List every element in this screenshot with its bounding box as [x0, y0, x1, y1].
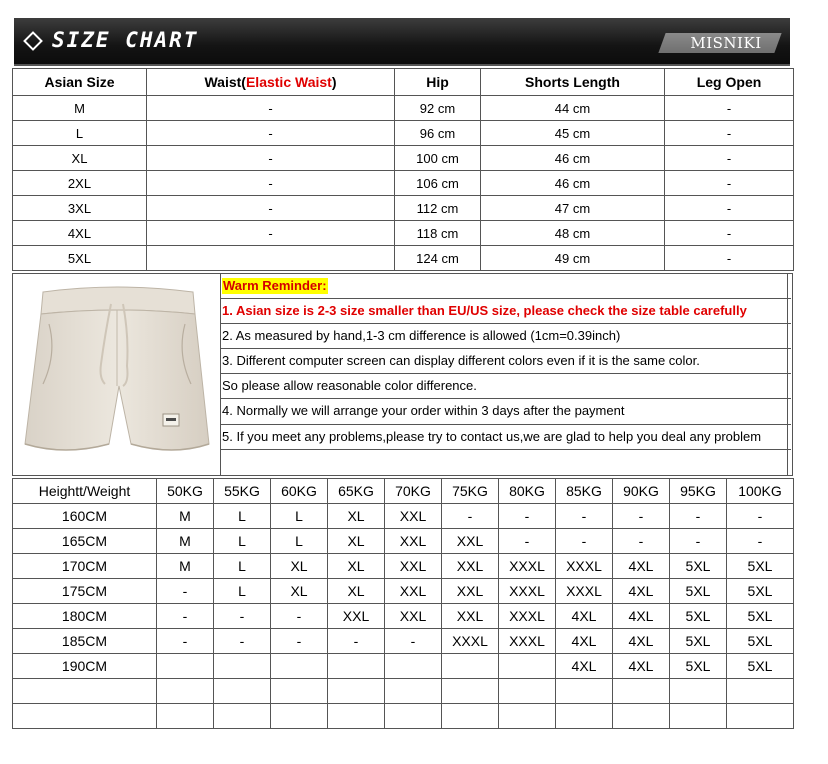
- hw-row: [13, 704, 794, 729]
- hw-cell: -: [442, 504, 499, 529]
- weight-header: 80KG: [499, 479, 556, 504]
- hw-cell: L: [271, 529, 328, 554]
- col-shorts-length: Shorts Length: [481, 69, 665, 96]
- hw-cell: [157, 654, 214, 679]
- hw-cell: -: [613, 529, 670, 554]
- hw-cell: -: [613, 504, 670, 529]
- hw-cell: -: [499, 529, 556, 554]
- hw-cell: [613, 704, 670, 729]
- reminder-title: Warm Reminder:: [223, 278, 327, 293]
- hw-cell: -: [157, 579, 214, 604]
- hw-cell: 4XL: [556, 654, 613, 679]
- reminder-line-5: 5. If you meet any problems,please try to contact us,we are glad to help you deal any problem: [221, 425, 791, 450]
- hw-cell: [271, 654, 328, 679]
- hw-cell: [727, 704, 794, 729]
- hw-cell: -: [556, 504, 613, 529]
- hw-row: [13, 604, 794, 629]
- hw-cell: [214, 654, 271, 679]
- size-cell-length: 48 cm: [481, 221, 665, 246]
- hw-cell: 4XL: [613, 579, 670, 604]
- size-cell-hip: 112 cm: [395, 196, 481, 221]
- size-cell-hip: 96 cm: [395, 121, 481, 146]
- hw-cell: XXL: [442, 554, 499, 579]
- hw-row: [13, 554, 794, 579]
- weight-header: 90KG: [613, 479, 670, 504]
- col-leg-open: Leg Open: [665, 69, 794, 96]
- hw-cell: -: [556, 529, 613, 554]
- size-cell-size: 5XL: [13, 246, 147, 271]
- height-weight-table: [12, 478, 794, 729]
- size-table-header: [13, 69, 794, 96]
- hw-cell: -: [157, 604, 214, 629]
- hw-cell: [670, 704, 727, 729]
- hw-cell: XXXL: [499, 554, 556, 579]
- size-cell-length: 45 cm: [481, 121, 665, 146]
- hw-row: [13, 679, 794, 704]
- hw-cell: [385, 704, 442, 729]
- size-cell-waist: [147, 246, 395, 271]
- hw-cell: -: [271, 604, 328, 629]
- reminder-line-2: 2. As measured by hand,1-3 cm difference is allowed (1cm=0.39inch): [221, 324, 791, 349]
- size-cell-hip: 100 cm: [395, 146, 481, 171]
- hw-cell: 5XL: [727, 604, 794, 629]
- hw-cell: 4XL: [613, 604, 670, 629]
- size-row: [13, 246, 794, 271]
- reminder-lines: [221, 274, 791, 475]
- size-cell-leg: -: [665, 246, 794, 271]
- weight-header: 75KG: [442, 479, 499, 504]
- reminder-line-4: 4. Normally we will arrange your order within 3 days after the payment: [221, 399, 791, 424]
- hw-cell: [328, 704, 385, 729]
- hw-cell: L: [214, 504, 271, 529]
- hw-cell: -: [385, 629, 442, 654]
- hw-cell: 5XL: [670, 604, 727, 629]
- height-label: 165CM: [13, 529, 157, 554]
- height-label: [13, 679, 157, 704]
- height-label: 190CM: [13, 654, 157, 679]
- hw-cell: XXL: [442, 579, 499, 604]
- size-cell-size: 4XL: [13, 221, 147, 246]
- hw-corner: Heightt/Weight: [13, 479, 157, 504]
- size-cell-waist: -: [147, 196, 395, 221]
- hw-cell: 5XL: [727, 579, 794, 604]
- size-cell-leg: -: [665, 221, 794, 246]
- size-row: [13, 221, 794, 246]
- shorts-image: [13, 274, 221, 475]
- weight-header: 65KG: [328, 479, 385, 504]
- hw-cell: [271, 679, 328, 704]
- hw-row: [13, 654, 794, 679]
- size-cell-size: 2XL: [13, 171, 147, 196]
- hw-cell: -: [670, 529, 727, 554]
- hw-cell: XXL: [328, 604, 385, 629]
- size-cell-waist: -: [147, 221, 395, 246]
- height-label: [13, 704, 157, 729]
- reminder-title-row: [221, 274, 791, 299]
- hw-cell: XXL: [385, 579, 442, 604]
- hw-cell: XXL: [442, 604, 499, 629]
- size-cell-waist: -: [147, 96, 395, 121]
- hw-cell: XL: [328, 554, 385, 579]
- hw-cell: [442, 654, 499, 679]
- hw-cell: [214, 704, 271, 729]
- reminder-block: [12, 273, 793, 476]
- hw-cell: [328, 679, 385, 704]
- hw-row: [13, 504, 794, 529]
- hw-cell: L: [271, 504, 328, 529]
- hw-cell: XL: [271, 554, 328, 579]
- weight-header: 60KG: [271, 479, 328, 504]
- reminder-line-3b: So please allow reasonable color difference.: [221, 374, 791, 399]
- hw-cell: [157, 679, 214, 704]
- hw-cell: XXXL: [556, 579, 613, 604]
- size-table: [12, 68, 794, 271]
- hw-cell: [442, 704, 499, 729]
- reminder-line-empty: [221, 450, 791, 475]
- height-label: 180CM: [13, 604, 157, 629]
- product-photo: [13, 274, 221, 475]
- hw-cell: XXXL: [442, 629, 499, 654]
- diamond-icon: [23, 31, 43, 51]
- height-label: 175CM: [13, 579, 157, 604]
- hw-cell: [499, 704, 556, 729]
- height-label: 170CM: [13, 554, 157, 579]
- hw-cell: XXXL: [499, 629, 556, 654]
- hw-cell: -: [271, 629, 328, 654]
- hw-cell: 4XL: [556, 629, 613, 654]
- size-cell-length: 46 cm: [481, 146, 665, 171]
- size-cell-size: XL: [13, 146, 147, 171]
- banner-title: SIZE CHART: [52, 28, 199, 52]
- hw-row: [13, 529, 794, 554]
- hw-row: [13, 579, 794, 604]
- hw-cell: [499, 679, 556, 704]
- size-cell-length: 49 cm: [481, 246, 665, 271]
- size-cell-hip: 106 cm: [395, 171, 481, 196]
- reminder-line-1: 1. Asian size is 2-3 size smaller than EU/US size, please check the size table carefully: [221, 299, 791, 324]
- size-cell-waist: -: [147, 121, 395, 146]
- hw-cell: -: [214, 629, 271, 654]
- hw-cell: XXL: [385, 554, 442, 579]
- hw-cell: M: [157, 504, 214, 529]
- hw-cell: [328, 654, 385, 679]
- hw-cell: 5XL: [727, 654, 794, 679]
- hw-cell: 4XL: [613, 554, 670, 579]
- size-row: [13, 146, 794, 171]
- hw-cell: XXXL: [556, 554, 613, 579]
- hw-cell: XXL: [442, 529, 499, 554]
- hw-cell: [556, 704, 613, 729]
- size-cell-length: 44 cm: [481, 96, 665, 121]
- hw-cell: 5XL: [670, 554, 727, 579]
- weight-header: 50KG: [157, 479, 214, 504]
- hw-table-header: [13, 479, 794, 504]
- hw-row: [13, 629, 794, 654]
- col-asian-size: Asian Size: [13, 69, 147, 96]
- reminder-right-rule: [787, 274, 792, 475]
- size-cell-length: 46 cm: [481, 171, 665, 196]
- waist-close-paren: ): [331, 74, 337, 90]
- hw-cell: XXXL: [499, 579, 556, 604]
- hw-cell: -: [157, 629, 214, 654]
- hw-cell: L: [214, 554, 271, 579]
- height-label: 185CM: [13, 629, 157, 654]
- size-cell-waist: -: [147, 146, 395, 171]
- hw-cell: 4XL: [613, 654, 670, 679]
- size-cell-size: 3XL: [13, 196, 147, 221]
- size-cell-hip: 118 cm: [395, 221, 481, 246]
- brand-label: MISNIKI: [690, 34, 762, 52]
- size-cell-leg: -: [665, 146, 794, 171]
- hw-cell: 5XL: [727, 629, 794, 654]
- hw-cell: -: [670, 504, 727, 529]
- size-cell-leg: -: [665, 171, 794, 196]
- size-cell-leg: -: [665, 121, 794, 146]
- hw-cell: 5XL: [670, 579, 727, 604]
- hw-cell: [157, 704, 214, 729]
- hw-cell: 5XL: [727, 554, 794, 579]
- size-cell-leg: -: [665, 96, 794, 121]
- reminder-line-3: 3. Different computer screen can display different colors even if it is the same color.: [221, 349, 791, 374]
- col-hip: Hip: [395, 69, 481, 96]
- size-row: [13, 196, 794, 221]
- size-cell-length: 47 cm: [481, 196, 665, 221]
- hw-cell: XL: [328, 579, 385, 604]
- hw-cell: XXL: [385, 604, 442, 629]
- weight-header: 95KG: [670, 479, 727, 504]
- hw-cell: -: [214, 604, 271, 629]
- hw-cell: XXXL: [499, 604, 556, 629]
- size-cell-waist: -: [147, 171, 395, 196]
- hw-cell: [613, 679, 670, 704]
- weight-header: 70KG: [385, 479, 442, 504]
- hw-cell: -: [328, 629, 385, 654]
- height-label: 160CM: [13, 504, 157, 529]
- hw-cell: [670, 679, 727, 704]
- hw-cell: [442, 679, 499, 704]
- hw-cell: XXL: [385, 504, 442, 529]
- size-cell-size: L: [13, 121, 147, 146]
- hw-cell: XL: [271, 579, 328, 604]
- size-cell-size: M: [13, 96, 147, 121]
- col-waist: [147, 69, 395, 96]
- hw-cell: -: [499, 504, 556, 529]
- hw-cell: -: [727, 504, 794, 529]
- size-cell-hip: 92 cm: [395, 96, 481, 121]
- hw-cell: 4XL: [613, 629, 670, 654]
- hw-cell: L: [214, 579, 271, 604]
- waist-label: Waist(: [204, 74, 246, 90]
- weight-header: 100KG: [727, 479, 794, 504]
- hw-cell: [385, 654, 442, 679]
- hw-cell: [556, 679, 613, 704]
- hw-cell: 5XL: [670, 629, 727, 654]
- hw-cell: M: [157, 529, 214, 554]
- size-cell-hip: 124 cm: [395, 246, 481, 271]
- weight-header: 85KG: [556, 479, 613, 504]
- hw-cell: XXL: [385, 529, 442, 554]
- hw-cell: [727, 679, 794, 704]
- hw-cell: M: [157, 554, 214, 579]
- size-cell-leg: -: [665, 196, 794, 221]
- size-row: [13, 121, 794, 146]
- hw-cell: L: [214, 529, 271, 554]
- hw-cell: 5XL: [670, 654, 727, 679]
- size-chart-banner: [14, 18, 790, 66]
- weight-header: 55KG: [214, 479, 271, 504]
- hw-cell: -: [727, 529, 794, 554]
- hw-cell: [385, 679, 442, 704]
- size-row: [13, 96, 794, 121]
- hw-cell: XL: [328, 504, 385, 529]
- hw-cell: [271, 704, 328, 729]
- hw-cell: XL: [328, 529, 385, 554]
- hw-cell: [214, 679, 271, 704]
- elastic-waist-label: Elastic Waist: [245, 74, 332, 90]
- hw-cell: [499, 654, 556, 679]
- size-row: [13, 171, 794, 196]
- hw-cell: 4XL: [556, 604, 613, 629]
